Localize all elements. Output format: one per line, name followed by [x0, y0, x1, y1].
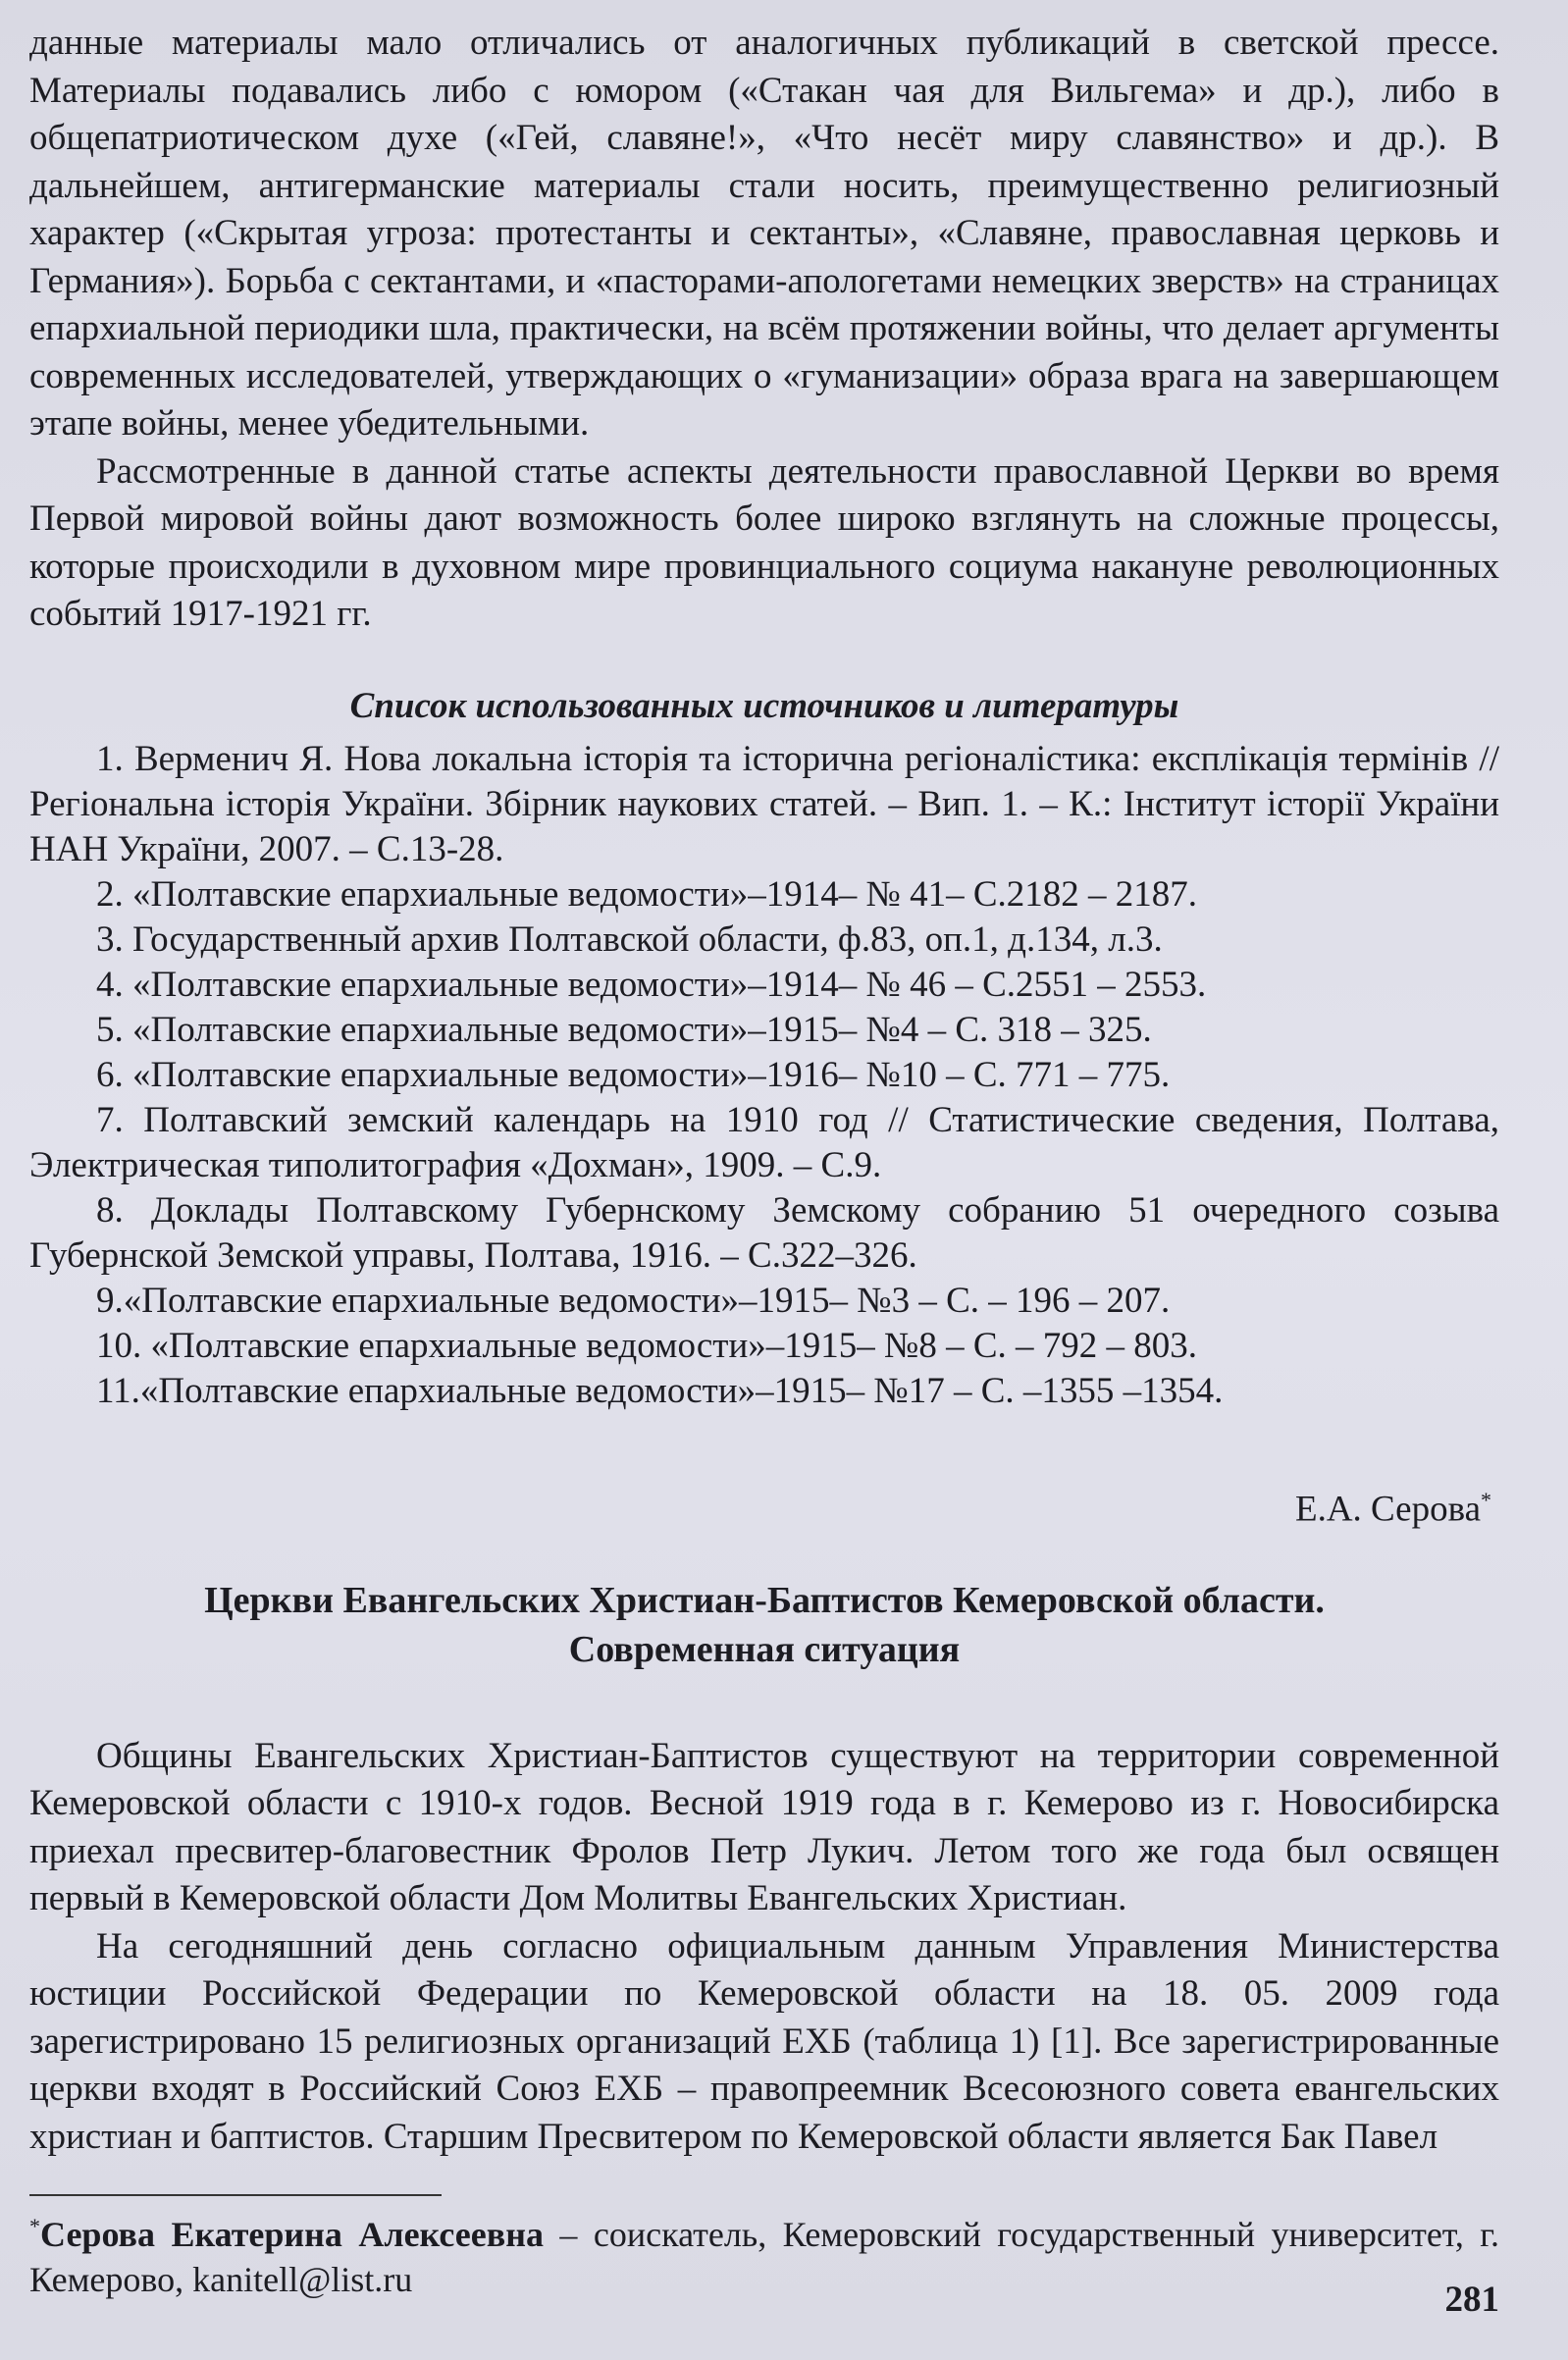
article-paragraph: На сегодняшний день согласно официальным данным Управления Министерства юстиции Российской Федерации по Кемеровской области на 18. 05. 2009 года зарегистрировано 15 религиозных организаций ЕХБ (таблица 1) [1]. Все зарегистрированные церкви входят в Российский Союз ЕХБ – правопреемник Всесоюзного совета евангельских христиан и баптистов. Старшим Пресвитером по Кемеровской области является Бак Павел	[29, 1925, 1499, 2157]
footnote-divider	[29, 2194, 442, 2196]
footnote-author-name: Серова Екатерина Алексеевна	[40, 2215, 544, 2255]
bibliography-item: 7. Полтавский земский календарь на 1910 год // Статистические сведения, Полтава, Электрическая типолитография «Дохман», 1909. – С.9.	[29, 1099, 1499, 1185]
bibliography-item: 8. Доклады Полтавскому Губернскому Земскому собранию 51 очередного созыва Губернской Земской управы, Полтава, 1916. – С.322–326.	[29, 1189, 1499, 1276]
page-number: 281	[1444, 2280, 1499, 2320]
author-name: Е.А. Серова	[1294, 1488, 1481, 1529]
bibliography-item: 4. «Полтавские епархиальные ведомости»–1914– № 46 – С.2551 – 2553.	[96, 964, 1207, 1005]
bibliography-item: 11.«Полтавские епархиальные ведомости»–1915– №17 – С. –1355 –1354.	[96, 1370, 1224, 1411]
paragraph-conclusion: Рассмотренные в данной статье аспекты деятельности православной Церкви во время Первой мировой войны дают возможность более широко взглянуть на сложные процессы, которые происходили в духовном мире провинциального социума накануне революционных событий 1917-1921 гг.	[29, 450, 1499, 634]
article-title	[29, 1576, 1499, 1674]
author-footnote-mark: *	[1481, 1487, 1491, 1512]
footnote-text: – соискатель, Кемеровский государственный университет, г. Кемерово, kanitell@list.ru	[29, 2215, 1499, 2300]
bibliography-item: 6. «Полтавские епархиальные ведомости»–1916– №10 – С. 771 – 775.	[96, 1054, 1171, 1095]
bibliography-item: 3. Государственный архив Полтавской области, ф.83, оп.1, д.134, л.3.	[96, 918, 1163, 960]
article-body	[29, 1733, 1499, 2162]
article-paragraph: Общины Евангельских Христиан-Баптистов существуют на территории современной Кемеровской области с 1910-х годов. Весной 1919 года в г. Кемерово из г. Новосибирска приехал пресвитер-благовестник Фролов Петр Лукич. Летом того же года был освящен первый в Кемеровской области Дом Молитвы Евангельских Христиан.	[29, 1735, 1499, 1919]
article-author	[29, 1477, 1491, 1533]
bibliography-item: 10. «Полтавские епархиальные ведомости»–1915– №8 – С. – 792 – 803.	[96, 1325, 1197, 1366]
article-title-line-2: Современная ситуация	[568, 1628, 961, 1670]
bibliography-item: 5. «Полтавские епархиальные ведомости»–1915– №4 – С. 318 – 325.	[96, 1009, 1152, 1050]
bibliography-item: 1. Верменич Я. Нова локальна історія та історична регіоналістика: експлікація термінів // Регіональна історія України. Збірник наукових статей. – Вип. 1. – К.: Інститут історії України НАН України, 2007. – С.13-28.	[29, 738, 1499, 869]
paragraph-continued: данные материалы мало отличались от аналогичных публикаций в светской прессе. Материалы подавались либо с юмором («Стакан чая для Вильгема» и др.), либо в общепатриотическом духе («Гей, славяне!», «Что несёт миру славянство» и др.). В дальнейшем, антигерманские материалы стали носить, преимущественно религиозный характер («Скрытая угроза: протестанты и сектанты», «Славяне, православная церковь и Германия»). Борьба с сектантами, и «пасторами-апологетами немецких зверств» на страницах епархиальной периодики шла, практически, на всём протяжении войны, что делает аргументы современных исследователей, утверждающих о «гуманизации» образа врага на завершающем этапе войны, менее убедительными.	[29, 23, 1499, 444]
footnote-mark: *	[29, 2214, 40, 2239]
bibliography-title: Список использованных источников и литературы	[349, 685, 1179, 726]
article-title-line-1: Церкви Евангельских Христиан-Баптистов Кемеровской области.	[204, 1579, 1325, 1621]
bibliography-item: 9.«Полтавские епархиальные ведомости»–1915– №3 – С. – 196 – 207.	[96, 1280, 1171, 1321]
bibliography-list	[29, 737, 1499, 1414]
footnote	[29, 2204, 1499, 2302]
bibliography-item: 2. «Полтавские епархиальные ведомости»–1914– № 41– С.2182 – 2187.	[96, 873, 1197, 915]
